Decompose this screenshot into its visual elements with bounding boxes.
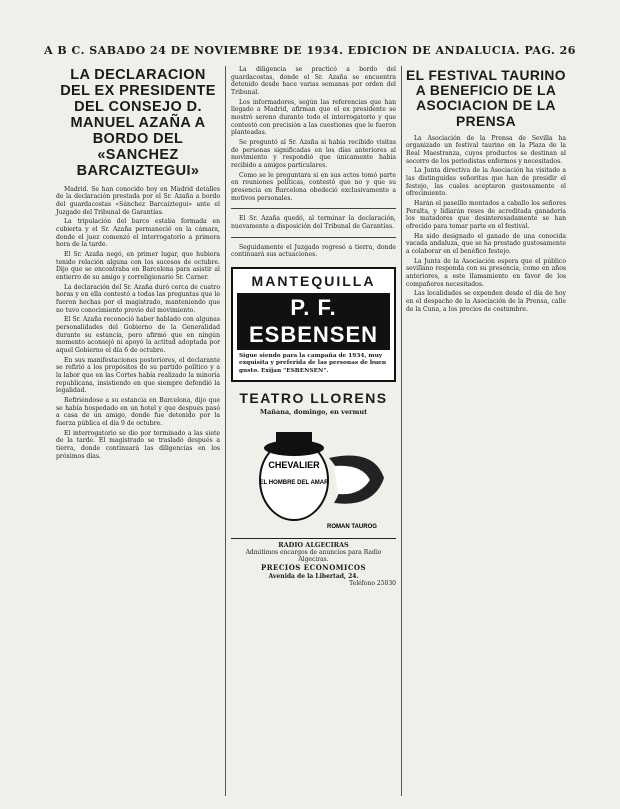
theatre-subtitle: Mañana, domingo, en vermut xyxy=(259,407,368,416)
advert-brand-name: P. F. ESBENSEN xyxy=(237,293,390,350)
headline-festival: EL FESTIVAL TAURINO A BENEFICIO DE LA ASOCIACION DE LA PRENSA xyxy=(406,68,566,129)
paragraph: Se preguntó al Sr. Azaña si había recibido visitas de personas significadas en los días anteriores al movimiento y respondió que únicamente había recibido a amigos particulares. xyxy=(231,139,396,170)
paragraph: El interrogatorio se dio por terminado a las siete de la tarde. El magistrado se trasladó después a tierra, donde continuará las diligencias en los próximos días. xyxy=(56,429,220,460)
paragraph: Los informadores, según las referencias que han llegado a Madrid, afirman que el ex presidente se mostró sereno durante todo el interrogatorio y que contestó con precisión a las cuestiones que le fueron planteadas. xyxy=(231,98,396,137)
paragraph: La Junta de la Asociación espera que el público sevillano responda con su presencia, como en años anteriores, a este llamamiento en favor de los compañeros necesitados. xyxy=(406,257,566,288)
paragraph: Harán el paseíllo montados a caballo los señores Peralta, y lidiarán reses de acreditada ganadería los matadores que desinteresadamente se han ofrecido para tomar parte en el festival. xyxy=(406,200,566,231)
paragraph: Seguidamente el Juzgado regresó a tierra, donde continuará sus actuaciones. xyxy=(231,243,396,259)
column-continuation xyxy=(231,66,396,588)
paragraph: Madrid. Se han conocido hoy en Madrid detalles de la declaración prestada por el Sr. Azaña a bordo del guardacostas «Sánchez Barcaiztegui» ante el Juzgado del Tribunal de Garantías. xyxy=(56,185,220,216)
radio-text: Admitimos encargos de anuncios para Radio Algeciras. xyxy=(245,548,382,564)
poster-star: CHEVALIER xyxy=(267,459,320,470)
column-festival xyxy=(406,66,566,315)
theatre-title: TEATRO LLORENS xyxy=(239,389,388,406)
page-header: A B C. SABADO 24 DE NOVIEMBRE DE 1934. EDICION DE ANDALUCIA. PAG. 26 xyxy=(44,44,576,57)
paragraph: La diligencia se practicó a bordo del guardacostas, donde el Sr. Azaña se encuentra detenido desde hace varias semanas por orden del Tribunal. xyxy=(231,66,396,97)
paragraph: La Junta directiva de la Asociación ha visitado a las distinguidas señoritas que han de presidir el festejo, las cuales aceptaron gustosamente el ofrecimiento. xyxy=(406,167,566,198)
paragraph: El Sr. Azaña reconoció haber hablado con algunas personalidades del Gobierno de la Generalidad durante su estancia, pero afirmó que en ningún momento aconsejó ni apoyó la actitud adoptada por aquel Gobierno el día 6 de octubre. xyxy=(56,316,220,354)
radio-title: RADIO ALGECIRAS xyxy=(278,540,349,549)
column-divider xyxy=(225,66,226,796)
column-divider xyxy=(401,66,402,796)
advert-brand-line: MANTEQUILLA xyxy=(251,273,376,290)
paragraph: El Sr. Azaña negó, en primer lugar, que hubiera tenido relación alguna con los sucesos de octubre. Dijo que se encontraba en Barcelona para asistir al entierro de su amigo y correligionario Sr. Carner. xyxy=(56,250,220,281)
radio-notice xyxy=(231,538,396,588)
headline-azana: LA DECLARACION DEL EX PRESIDENTE DEL CONSEJO D. MANUEL AZAÑA A BORDO DEL «SANCHEZ BARCAIZTEGUI» xyxy=(60,67,216,179)
paragraph: En sus manifestaciones posteriores, el declarante se refirió a los propósitos de su partido político y a la labor que en las Cortes había realizado la minoría republicana, insistiendo en que siempre defendió la legalidad. xyxy=(56,356,220,395)
radio-prices: PRECIOS ECONOMICOS xyxy=(260,562,367,572)
paragraph: Como se le preguntara si en sus actos tomó parte en reuniones políticas, contestó que no y que su presencia en Barcelona obedeció exclusivamente a motivos personales. xyxy=(231,171,396,202)
radio-address: Avenida de la Libertad, 24. xyxy=(268,572,359,580)
paragraph: La Asociación de la Prensa de Sevilla ha organizado un festival taurino en la Plaza de la Real Maestranza, cuyos productos se destinan al socorro de los periodistas enfermos y necesitados. xyxy=(406,134,566,165)
advert-mantequilla xyxy=(231,267,396,382)
paragraph: El Sr. Azaña quedó, al terminar la declaración, nuevamente a disposición del Tribunal de Garantías. xyxy=(231,215,396,231)
paragraph: Ha sido designado el ganado de una conocida vacada andaluza, que se ha prestado gustosamente a colaborar en el benéfico festejo. xyxy=(406,232,566,256)
section-rule xyxy=(231,208,396,209)
poster-film: EL HOMBRE DEL AMAR xyxy=(259,479,328,486)
radio-phone: Teléfono 25030 xyxy=(349,580,396,588)
paragraph: Refiriéndose a su estancia en Barcelona, dijo que se había hospedado en un hotel y que después pasó a casa de un amigo, donde fue detenido por la fuerza pública el día 9 de octubre. xyxy=(56,397,220,428)
paragraph: Las localidades se expenden desde el día de hoy en el despacho de la Asociación de la Prensa, calle de la Cuna, a los precios de costumbre. xyxy=(406,290,566,313)
paragraph: La declaración del Sr. Azaña duró cerca de cuatro horas y en ella contestó a todas las preguntas que le fueron hechas por el magistrado, manteniendo que no tuvo conocimiento previo del movimiento. xyxy=(56,283,220,314)
advert-teatro xyxy=(231,390,396,588)
advert-slogan: Sigue siendo para la campaña de 1934, muy exquisita y preferida de las personas de buen gusto. Exijan "ESBENSEN". xyxy=(239,353,387,374)
paragraph: La tripulación del barco estaba formada en cubierta y el Sr. Azaña permaneció en la cámara, donde el juez comenzó el interrogatorio a primera hora de la tarde. xyxy=(56,218,220,249)
poster-director: ROMAN TAUROG xyxy=(326,523,377,530)
section-rule xyxy=(231,237,396,238)
poster-illustration xyxy=(234,418,394,536)
column-azana xyxy=(56,66,220,462)
film-poster xyxy=(231,418,396,536)
